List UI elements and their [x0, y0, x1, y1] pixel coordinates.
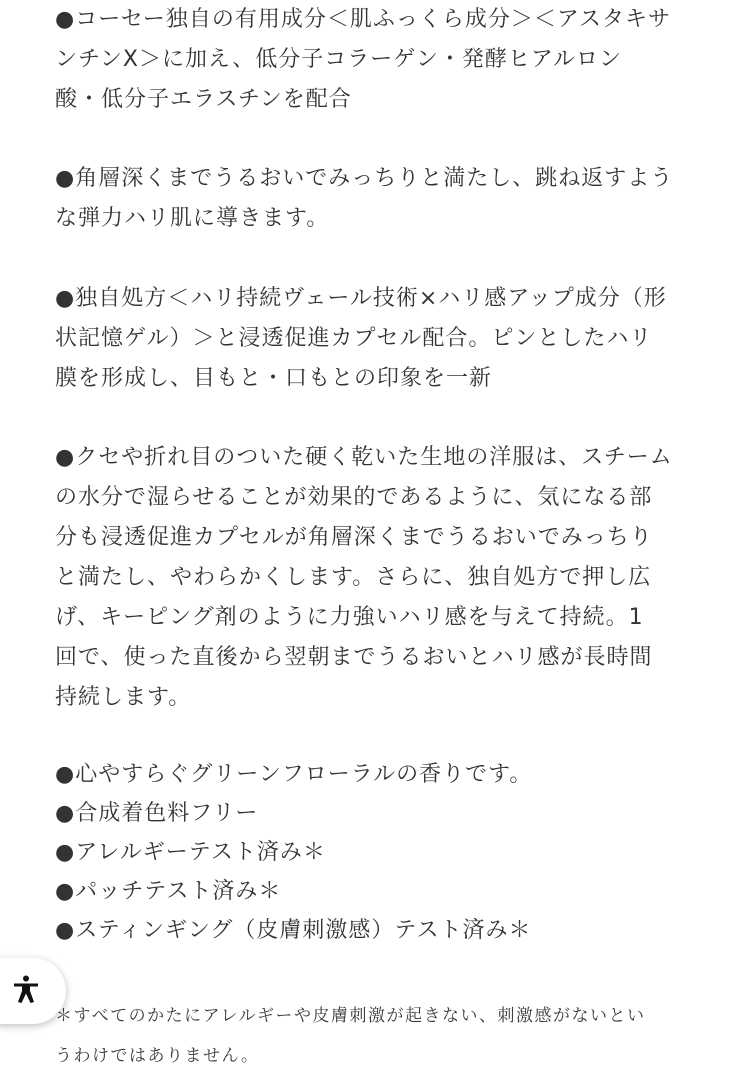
paragraph-formula: ●独自処方＜ハリ持続ヴェール技術×ハリ感アップ成分（形 状記憶ゲル）＞と浸透促進カプセル配合。ピンとしたハリ 膜を形成し、目もと・口もとの印象を一新 — [55, 286, 667, 391]
feature-item-colorant-free: ●合成着色料フリー — [55, 801, 259, 826]
footnote: ＊すべてのかたにアレルギーや皮膚刺激が起きない、刺激感がないとい うわけではありません。 — [55, 1006, 646, 1066]
paragraph-moisture: ●角層深くまでうるおいでみっちりと満たし、跳ね返すよう な弾力ハリ肌に導きます。 — [55, 166, 674, 231]
accessibility-button[interactable] — [0, 958, 66, 1024]
paragraph-steam-analogy: ●クセや折れ目のついた硬く乾いた生地の洋服は、スチーム の水分で湿らせることが効果的であるように、気になる部 分も浸透促進カプセルが角層深くまでうるおいでみっちり と満たし、やわらかくします。さらに、独自処方で押し広 げ、キーピング剤のように力強いハリ感を与えて持続。1 回で、使った直後から翌朝までうるおいとハリ感が長時間 持続します。 — [55, 445, 673, 710]
feature-item-patch-tested: ●パッチテスト済み＊ — [55, 879, 282, 904]
paragraph-ingredients: ●コーセー独自の有用成分＜肌ふっくら成分＞＜アスタキサ ンチンX＞に加え、低分子コラーゲン・発酵ヒアルロン 酸・低分子エラスチンを配合 — [55, 7, 671, 112]
feature-item-fragrance: ●心やすらぐグリーンフローラルの香りです。 — [55, 762, 533, 787]
feature-list — [55, 755, 532, 950]
accessibility-icon — [21, 974, 41, 1008]
feature-item-stinging-tested: ●スティンギング（皮膚刺激感）テスト済み＊ — [55, 918, 532, 943]
feature-item-allergy-tested: ●アレルギーテスト済み＊ — [55, 840, 326, 865]
